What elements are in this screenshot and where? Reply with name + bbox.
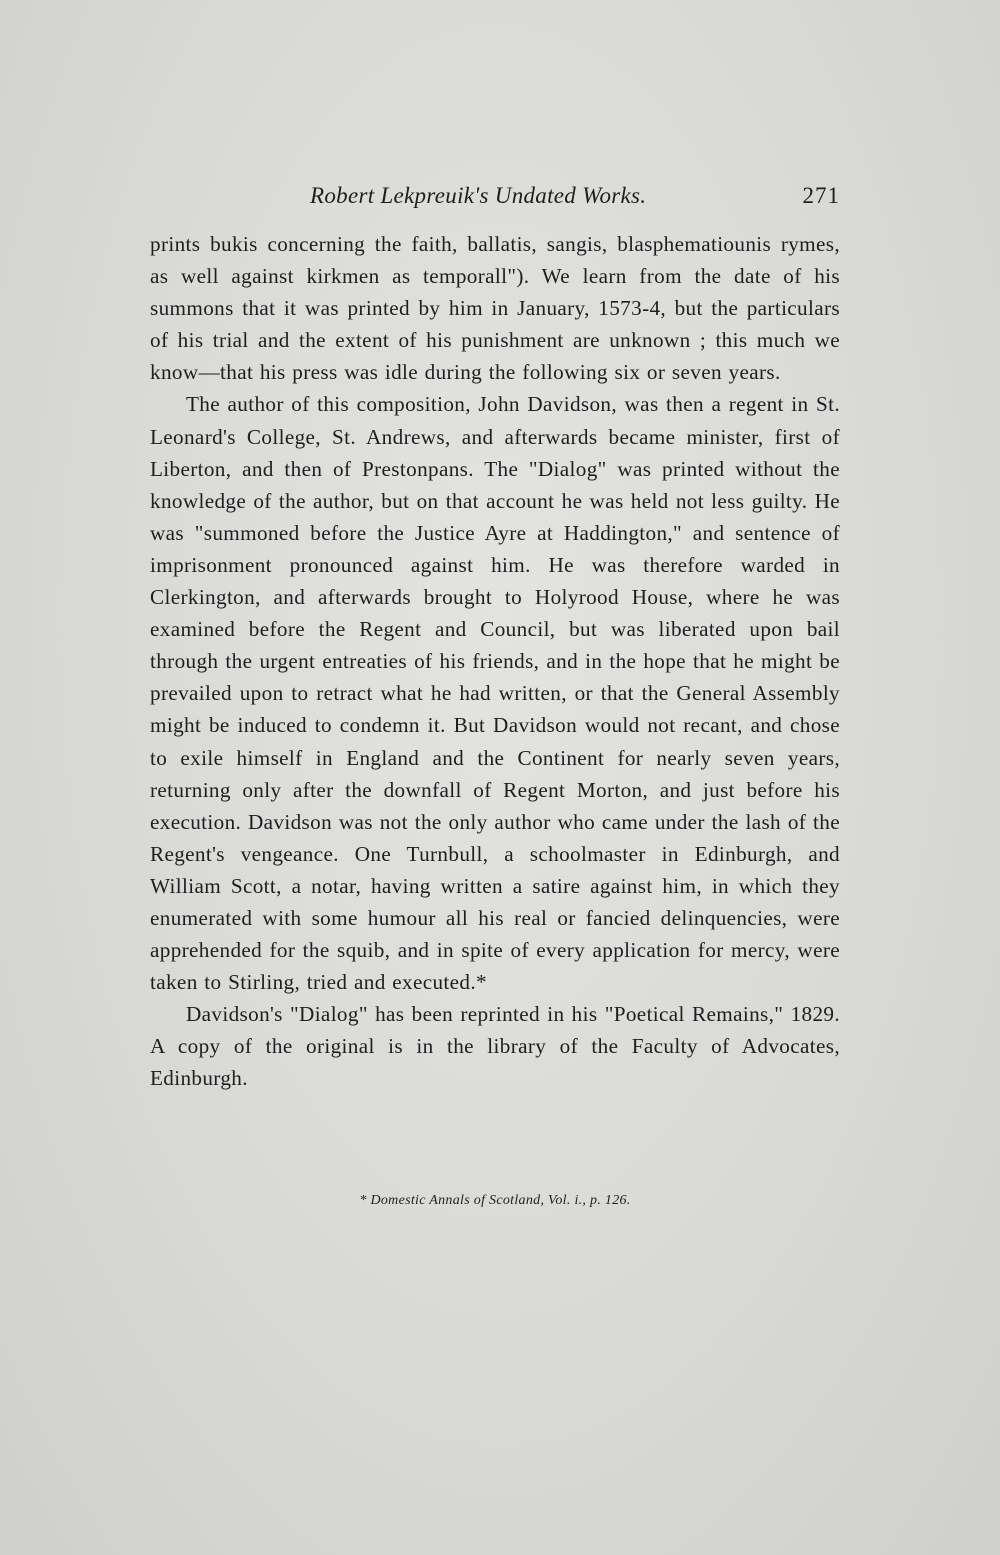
running-title: Robert Lekpreuik's Undated Works. xyxy=(310,183,647,208)
running-head xyxy=(150,183,840,219)
paragraph-dialog-reprint: Davidson's "Dialog" has been reprinted in his "Poetical Remains," 1829. A copy of the original is in the library of the Faculty of Advocates, Edinburgh. xyxy=(150,1002,840,1091)
footnote: * Domestic Annals of Scotland, Vol. i., p. 126. xyxy=(359,1193,631,1208)
paragraph-davidson-author: The author of this composition, John Davidson, was then a regent in St. Leonard's College, St. Andrews, and afterwards became minister, first of Liberton, and then of Prestonpans. The "Dialog" was printed without the knowledge of the author, but on that account he was held not less guilty. He was "summoned before the Justice Ayre at Haddington," and sentence of imprisonment pronounced against him. He was therefore warded in Clerkington, and afterwards brought to Holyrood House, where he was examined before the Regent and Council, but was liberated upon bail through the urgent entreaties of his friends, and in the hope that he might be prevailed upon to retract what he had written, or that the General Assembly might be induced to condemn it. But Davidson would not recant, and chose to exile himself in England and the Continent for nearly seven years, returning only after the downfall of Regent Morton, and just before his execution. Davidson was not the only author who came under the lash of the Regent's vengeance. One Turnbull, a schoolmaster in Edinburgh, and William Scott, a notar, having written a satire against him, in which they enumerated with some humour all his real or fancied delinquencies, were apprehended for the squib, and in spite of every application for mercy, were taken to Stirling, tried and executed.* xyxy=(150,392,840,995)
page-number: 271 xyxy=(802,183,840,208)
body-text xyxy=(150,228,840,1095)
paragraph-continuation: prints bukis concerning the faith, ballatis, sangis, blasphematiounis rymes, as well against kirkmen as temporall"). We learn from the date of his summons that it was printed by him in January, 1573-4, but the particulars of his trial and the extent of his punishment are unknown ; this much we know—that his press was idle during the following six or seven years. xyxy=(150,232,840,385)
